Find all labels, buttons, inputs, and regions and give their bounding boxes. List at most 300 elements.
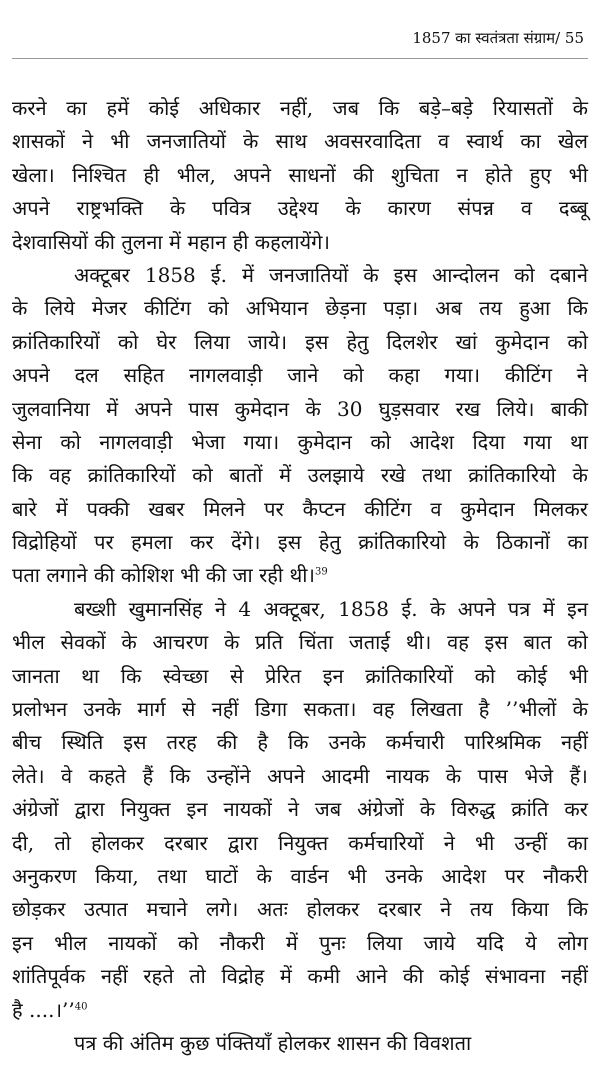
word: 1858 (144, 262, 196, 287)
word: कुमेदान (495, 329, 550, 354)
word: व (520, 196, 532, 221)
word: कोशिश (120, 563, 174, 588)
text-line (12, 960, 588, 993)
word: तो (54, 830, 71, 855)
word: क्रांतिकारियो (358, 530, 447, 555)
word: प्रलोभन (12, 697, 68, 722)
word: नियुक्त (120, 797, 171, 822)
word: वह (49, 463, 71, 488)
word: नौकरी (219, 930, 265, 955)
word: रियासतों (492, 96, 553, 120)
word: उन्हीं (514, 830, 548, 855)
word: ने (443, 830, 455, 855)
word: पक्की (86, 496, 130, 521)
word: कहते (88, 763, 127, 788)
text-line (12, 292, 588, 325)
word: इस (123, 730, 147, 755)
word: ई. (210, 262, 227, 287)
word: के (419, 797, 436, 822)
word: ये (525, 930, 537, 955)
word: जनजातियों (146, 129, 226, 154)
word: कर (564, 797, 588, 822)
word: का (567, 530, 588, 555)
word: हैं। (569, 763, 588, 788)
word: हुआ (519, 296, 551, 321)
word: अंतिम (129, 1030, 174, 1055)
word: खबर (148, 496, 185, 521)
word: स्थिति (61, 730, 104, 755)
word: कहा (388, 363, 420, 388)
text-line (12, 626, 588, 659)
word: तो (189, 964, 206, 989)
word: अपने (233, 162, 272, 187)
text-line (12, 893, 588, 926)
word: कि (567, 897, 588, 922)
text-line (12, 192, 588, 225)
word: इस (484, 630, 508, 655)
word: उनके (328, 730, 366, 755)
text-line (12, 726, 588, 759)
word: आदेश (441, 863, 487, 888)
word: को (117, 329, 139, 354)
word: पंक्तियाँ (215, 1030, 272, 1055)
word: में (279, 463, 292, 488)
word: दल (74, 363, 99, 388)
word: ने (81, 129, 94, 154)
word: पारिश्रमिक (464, 730, 542, 755)
word: बाकी (550, 396, 588, 421)
word: बात (523, 630, 552, 655)
word: क्रांतिकारियों (87, 463, 176, 488)
word: छोड़कर (12, 897, 66, 922)
text-line (12, 559, 588, 592)
word: सहित (123, 363, 165, 388)
word: नहीं (561, 730, 588, 755)
text-line (12, 526, 588, 559)
word: भेजा (191, 429, 226, 454)
word: कोई (148, 96, 180, 120)
word: नहीं (560, 964, 588, 989)
word: करने (12, 96, 47, 120)
word: भील (12, 630, 45, 655)
word: है (257, 730, 268, 755)
word: के (363, 262, 379, 287)
word: ठिकानों (496, 530, 550, 555)
word: भी (347, 863, 367, 888)
word: की (94, 229, 115, 254)
word: के (256, 863, 272, 888)
text-line (12, 994, 588, 1027)
word: में (241, 262, 254, 287)
word: हुए (529, 162, 552, 187)
word: थी।$^{39}$ (289, 563, 328, 588)
word: कोई (516, 663, 548, 688)
text-line (12, 459, 588, 492)
text-line (12, 827, 588, 860)
text-line (12, 359, 588, 392)
word: ने (440, 897, 452, 922)
word: उनके (385, 863, 423, 888)
word: खां (455, 329, 478, 354)
word: लिया (366, 930, 403, 955)
word: को (177, 930, 199, 955)
word: है (478, 697, 490, 722)
word: संभावना (485, 964, 546, 989)
word: अपने (12, 363, 50, 388)
word: कुमेदान (460, 496, 515, 521)
word: अपने (267, 763, 305, 788)
word: क्रांतिकारियो (468, 463, 556, 488)
word: से (229, 663, 244, 688)
word: विवशता (413, 1030, 472, 1055)
word: निश्चित (72, 162, 127, 187)
word: का (567, 830, 588, 855)
word: कीटिंग (143, 296, 192, 321)
word: को (60, 429, 81, 454)
word: में (106, 396, 119, 421)
word: इन (322, 663, 344, 688)
running-header: 1857 का स्वतंत्रता संग्राम/ 55 (412, 29, 584, 47)
word: विरुद्ध (451, 797, 496, 822)
word: अपने (134, 396, 173, 421)
word: गया। (444, 363, 481, 388)
word: विद्रोहियों (12, 530, 77, 555)
word: नायकों (108, 930, 157, 955)
word: से (181, 697, 196, 722)
word: जाये। (247, 329, 288, 354)
word: दरबार (377, 897, 422, 922)
word: अपने (12, 196, 50, 221)
word: कर्मचारियों (348, 830, 424, 855)
word: प्रेरित (265, 663, 302, 688)
text-line (12, 159, 588, 192)
word: पत्र (74, 1030, 97, 1055)
word: गया (523, 429, 552, 454)
word: भी (110, 129, 130, 154)
word: ही (232, 229, 249, 254)
word: पुनः (319, 930, 346, 955)
word: उन्होंने (206, 763, 251, 788)
word: थी। (405, 630, 432, 655)
word: घाटों (205, 863, 238, 888)
word: नहीं (100, 964, 128, 989)
word: की (93, 563, 115, 588)
word: इस (305, 329, 329, 354)
word: कारण (387, 196, 431, 221)
word: रख (455, 396, 481, 421)
word: अब (435, 296, 462, 321)
word: खेल (557, 129, 588, 154)
word: भील (54, 930, 87, 955)
word: जनजातियों (268, 262, 349, 287)
word: मार्ग (137, 697, 166, 722)
word: नियुक्त (278, 830, 329, 855)
word: वे (61, 763, 73, 788)
text-line (12, 860, 588, 893)
word: कि (287, 730, 309, 755)
word: तरह (166, 730, 197, 755)
paragraph (12, 593, 588, 1027)
word: की (205, 563, 227, 588)
word: ने (287, 797, 299, 822)
word: साथ (275, 129, 308, 154)
word: कीटिंग (504, 363, 552, 388)
word: का (520, 129, 541, 154)
word: कैप्टन (302, 496, 346, 521)
word: अनुकरण (12, 863, 77, 888)
word: न (456, 162, 468, 187)
word: के (463, 530, 479, 555)
word: साधनों (288, 162, 336, 187)
word: था (569, 429, 588, 454)
word: नागलवाड़ी (189, 363, 263, 388)
word: विद्रोह (221, 964, 265, 989)
text-line (12, 660, 588, 693)
word: प्रति (255, 630, 284, 655)
word: भी (568, 663, 588, 688)
word: को (514, 262, 535, 287)
word: दिलशेर (386, 329, 438, 354)
word: के (572, 463, 588, 488)
word: लगे। (205, 897, 239, 922)
word: कोई (439, 964, 470, 989)
word: की (386, 1030, 408, 1055)
text-line (12, 1027, 588, 1060)
word: अतः (257, 897, 288, 922)
word: ई. (401, 596, 418, 621)
word: सेवकों (60, 630, 106, 655)
word: होते (485, 162, 513, 187)
word: के (305, 396, 321, 421)
word: के (121, 630, 137, 655)
word: को (370, 429, 391, 454)
word: उलझाये (307, 463, 365, 488)
word: दबाने (549, 262, 588, 287)
word: में (55, 496, 68, 521)
word: के (429, 596, 446, 621)
word: आने (355, 964, 388, 989)
header-rule (12, 58, 588, 59)
word: होलकर (277, 1030, 331, 1055)
word: महान (187, 229, 227, 254)
word: क्रांतिकारियों (365, 663, 454, 688)
word: खुमानसिंह (128, 596, 203, 621)
word: डिगा (254, 697, 288, 722)
word: शांतिपूर्वक (12, 964, 86, 989)
word: इन (567, 596, 588, 621)
word: नायक (386, 763, 430, 788)
word: ने (214, 596, 226, 621)
word: कि (567, 296, 588, 321)
word: शासकों (12, 129, 65, 154)
word: में (285, 930, 298, 955)
paragraph (12, 1027, 588, 1060)
word: कर्मचारी (385, 730, 445, 755)
word: किया (511, 897, 549, 922)
word: मिलने (203, 496, 246, 521)
word: कर (189, 530, 214, 555)
word: गया। (243, 429, 280, 454)
word: बड़े–बड़े (418, 96, 474, 120)
word: कुमेदान (297, 429, 352, 454)
word: जताई (348, 630, 391, 655)
word: क्रांतिकारियों (12, 329, 100, 354)
word: की (402, 964, 424, 989)
word: को (192, 463, 213, 488)
word: इन (186, 797, 208, 822)
word: उद्देश्य (277, 196, 319, 221)
text-line (12, 393, 588, 426)
word: भेजे (524, 763, 554, 788)
text-line (12, 226, 588, 259)
word: लगाने (46, 563, 88, 588)
word: पर (94, 530, 114, 555)
footnote-marker: 40 (74, 1000, 88, 1012)
word: दी, (12, 830, 35, 855)
footnote-marker: 39 (315, 566, 328, 578)
word: देंगे। (230, 530, 261, 555)
paragraph (12, 92, 588, 259)
word: आदेश (409, 429, 454, 454)
word: उनके (83, 697, 121, 722)
text-line (12, 92, 588, 125)
word: रहते (143, 964, 174, 989)
word: यदि (476, 930, 504, 955)
word: जा (232, 563, 253, 588)
word: के (243, 129, 259, 154)
page-body (12, 92, 588, 1060)
word: था (81, 663, 100, 688)
word: हमला (131, 530, 173, 555)
word: भी (475, 830, 495, 855)
word: लिया (194, 329, 230, 354)
word: ....।’’$^{40}$ (29, 997, 88, 1022)
word: तय (469, 897, 493, 922)
word: पास (188, 396, 219, 421)
text-line (12, 760, 588, 793)
word: 30 (337, 396, 363, 421)
word: के (445, 763, 462, 788)
word: अंग्रेजों (12, 797, 59, 822)
word: को (567, 630, 588, 655)
word: बारे (12, 496, 37, 521)
word: सकता। (303, 697, 357, 722)
word: दब्बू (558, 196, 588, 221)
word: पत्र (507, 596, 531, 621)
text-line (12, 125, 588, 158)
text-line (12, 693, 588, 726)
word: द्वारा (227, 830, 258, 855)
word: होलकर (306, 897, 360, 922)
word: क्रांति (511, 797, 549, 822)
word: अक्टूबर (74, 262, 130, 287)
word: नहीं (211, 697, 239, 722)
word: रही (259, 563, 284, 588)
text-line (12, 426, 588, 459)
word: कहलायेंगे। (254, 229, 330, 254)
word: स्वेच्छा (162, 663, 209, 688)
word: देशवासियों (12, 229, 88, 254)
word: सेना (12, 429, 42, 454)
word: कि (378, 96, 400, 120)
word: हैं (142, 763, 154, 788)
text-line (12, 593, 588, 626)
text-line (12, 259, 588, 292)
word: संपन्न (457, 196, 494, 221)
word: के (169, 196, 186, 221)
word: अंग्रेजों (357, 797, 404, 822)
word: लिखता (410, 697, 463, 722)
word: रखे (380, 463, 406, 488)
word: लिये (44, 296, 75, 321)
word: दिया (472, 429, 506, 454)
word: आन्दोलन (431, 262, 500, 287)
word: बातों (229, 463, 263, 488)
word: तय (479, 296, 503, 321)
word: कि (12, 463, 33, 488)
word: नहीं, (279, 96, 314, 120)
word: जब (332, 96, 360, 120)
word: जब (314, 797, 342, 822)
word: इस (277, 530, 302, 555)
word: पवित्र (212, 196, 251, 221)
word: ’’भीलों (505, 697, 557, 722)
word: है (12, 997, 23, 1022)
word: इन (12, 930, 33, 955)
word: शुचिता (391, 162, 440, 187)
word: को (208, 296, 229, 321)
text-line (12, 793, 588, 826)
word: को (343, 363, 364, 388)
word: व (430, 496, 442, 521)
word: के (572, 697, 588, 722)
word: कीटिंग (364, 496, 412, 521)
word: अक्टूबर, (263, 596, 326, 621)
word: तथा (157, 863, 187, 888)
word: जाने (287, 363, 319, 388)
word: के (345, 196, 361, 221)
word: घेर (156, 329, 177, 354)
word: हमें (106, 96, 130, 120)
word: होलकर (91, 830, 144, 855)
word: भी (180, 563, 200, 588)
word: 4 (238, 596, 252, 621)
word: पास (477, 763, 508, 788)
word: के (12, 296, 28, 321)
word: मिलकर (533, 496, 588, 521)
word: छेड़ना (325, 296, 367, 321)
word: हेतु (318, 530, 341, 555)
word: का (66, 96, 87, 120)
word: किया, (95, 863, 139, 888)
word: बख्शी (74, 596, 117, 621)
word: वह (372, 697, 395, 722)
word: अवसरवादिता (324, 129, 421, 154)
text-line (12, 493, 588, 526)
word: जाये (423, 930, 456, 955)
word: जुलवानिया (12, 396, 90, 421)
word: को (474, 663, 496, 688)
word: मेजर (91, 296, 127, 321)
word: भी (568, 162, 588, 187)
word: को (567, 329, 588, 354)
word: उत्पात (84, 897, 128, 922)
word: कमी (307, 964, 341, 989)
word: चिंता (298, 630, 334, 655)
word: दरबार (164, 830, 208, 855)
word: लिये। (496, 396, 535, 421)
word: भील, (176, 162, 216, 187)
